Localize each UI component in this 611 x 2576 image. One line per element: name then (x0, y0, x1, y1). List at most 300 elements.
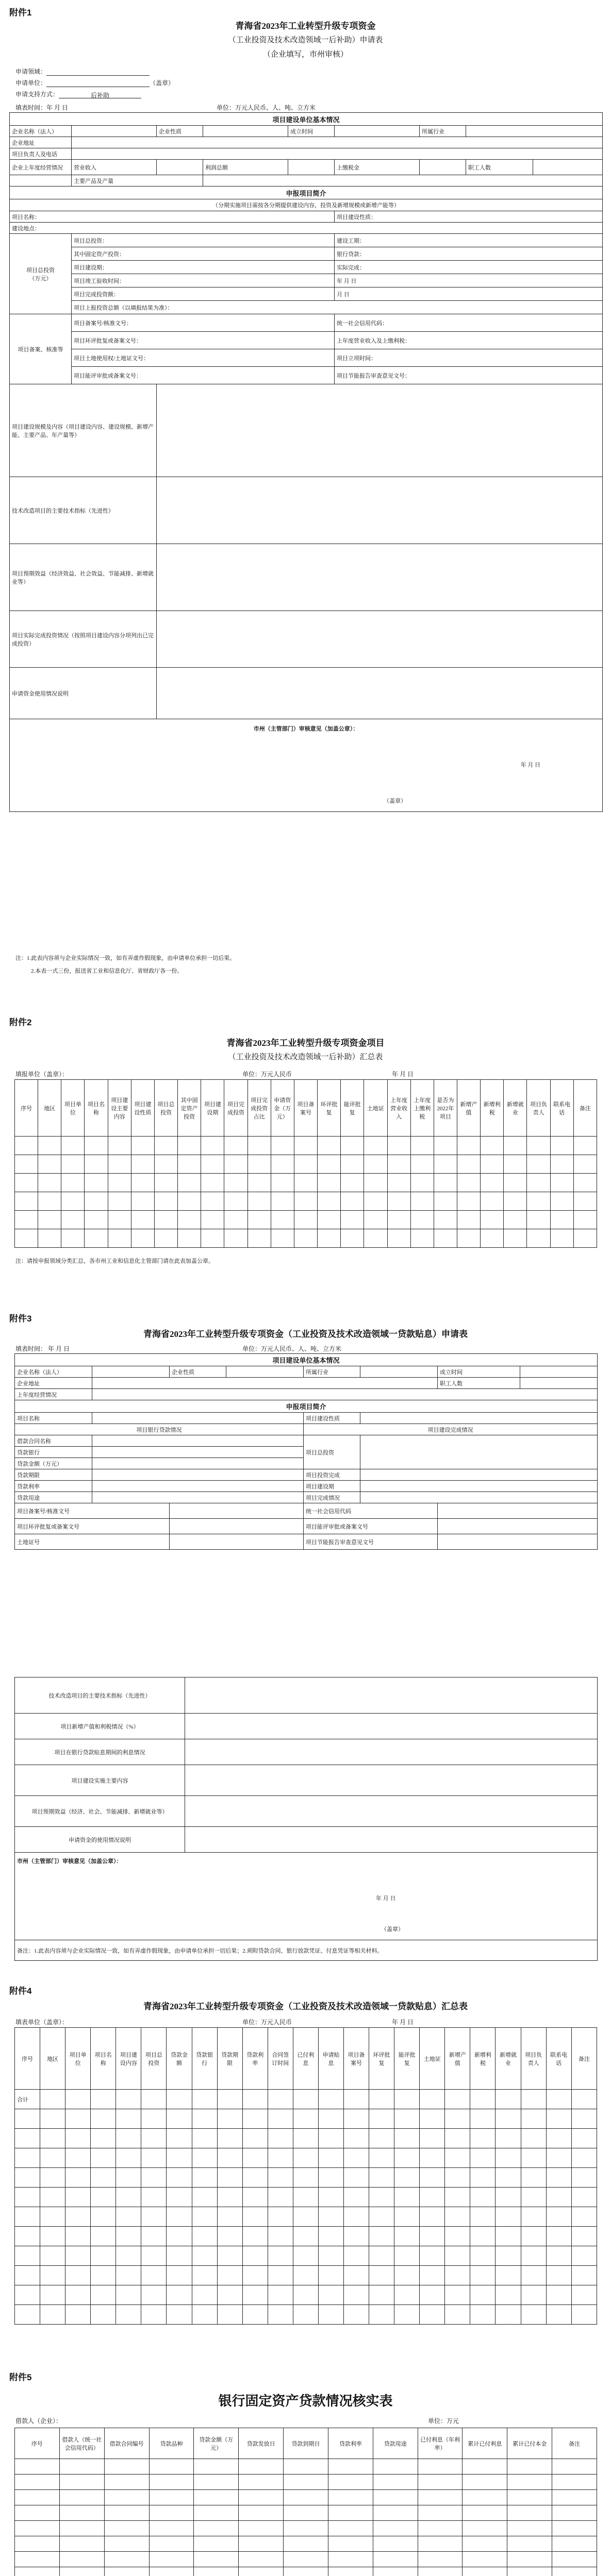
a4-cell[interactable] (369, 2266, 394, 2285)
a2-cell[interactable] (387, 1137, 410, 1155)
a4-cell[interactable] (40, 2266, 65, 2285)
a4-cell[interactable] (369, 2285, 394, 2305)
a4-cell[interactable] (91, 2266, 116, 2285)
a2-cell[interactable] (318, 1229, 341, 1248)
a4-cell[interactable] (470, 2188, 496, 2207)
a4-cell[interactable] (470, 2129, 496, 2148)
company-type-input[interactable] (203, 126, 288, 137)
a4-cell[interactable] (344, 2207, 369, 2227)
a4-cell[interactable] (167, 2285, 192, 2305)
a4-cell[interactable] (217, 2285, 242, 2305)
a5-cell[interactable] (194, 2567, 239, 2576)
a4-cell[interactable] (192, 2168, 217, 2188)
a4-cell[interactable] (521, 2148, 546, 2168)
a2-cell[interactable] (341, 1174, 364, 1192)
a5-cell[interactable] (149, 2536, 194, 2552)
a4-cell[interactable] (192, 2227, 217, 2246)
a5-cell[interactable] (239, 2475, 284, 2490)
a4-cell[interactable] (268, 2168, 293, 2188)
a4-cell[interactable] (521, 2168, 546, 2188)
a5-cell[interactable] (15, 2475, 60, 2490)
a4-cell[interactable] (217, 2109, 242, 2129)
a4-cell[interactable] (15, 2227, 40, 2246)
a4-cell[interactable] (242, 2168, 268, 2188)
a2-cell[interactable] (457, 1174, 480, 1192)
a4-cell[interactable] (91, 2148, 116, 2168)
a4-cell[interactable] (420, 2129, 445, 2148)
a3-period-input[interactable] (360, 1481, 598, 1492)
a5-cell[interactable] (149, 2521, 194, 2536)
a4-cell[interactable] (116, 2168, 141, 2188)
a5-cell[interactable] (507, 2505, 552, 2521)
a3-complete-input[interactable] (360, 1469, 598, 1481)
a5-cell[interactable] (149, 2490, 194, 2505)
a2-cell[interactable] (224, 1155, 247, 1174)
a4-cell[interactable] (217, 2188, 242, 2207)
a4-cell[interactable] (445, 2227, 470, 2246)
a2-cell[interactable] (108, 1174, 131, 1192)
a2-cell[interactable] (504, 1137, 527, 1155)
a4-cell[interactable] (141, 2285, 167, 2305)
a5-cell[interactable] (328, 2567, 373, 2576)
a4-cell[interactable] (141, 2148, 167, 2168)
a4-cell[interactable] (546, 2148, 571, 2168)
a5-cell[interactable] (552, 2552, 597, 2567)
a2-cell[interactable] (410, 1137, 434, 1155)
a2-cell[interactable] (15, 1192, 38, 1211)
a2-cell[interactable] (434, 1137, 457, 1155)
a5-cell[interactable] (15, 2521, 60, 2536)
a4-cell[interactable] (192, 2305, 217, 2325)
a2-cell[interactable] (573, 1192, 597, 1211)
a5-cell[interactable] (463, 2505, 507, 2521)
a4-cell[interactable] (546, 2246, 571, 2266)
a2-cell[interactable] (85, 1174, 108, 1192)
a5-cell[interactable] (194, 2521, 239, 2536)
a4-cell[interactable] (91, 2305, 116, 2325)
a4-cell[interactable] (420, 2227, 445, 2246)
a2-cell[interactable] (271, 1211, 294, 1229)
a4-cell[interactable] (293, 2148, 318, 2168)
a2-cell[interactable] (434, 1211, 457, 1229)
a4-cell[interactable] (445, 2266, 470, 2285)
a2-cell[interactable] (61, 1211, 85, 1229)
a4-cell[interactable] (318, 2188, 343, 2207)
a2-cell[interactable] (410, 1174, 434, 1192)
a4-cell[interactable] (394, 2285, 420, 2305)
a4-cell[interactable] (521, 2129, 546, 2148)
a2-cell[interactable] (434, 1174, 457, 1192)
a2-cell[interactable] (410, 1229, 434, 1248)
a2-cell[interactable] (504, 1155, 527, 1174)
a4-cell[interactable] (496, 2148, 521, 2168)
a4-cell[interactable] (65, 2246, 91, 2266)
a5-cell[interactable] (328, 2490, 373, 2505)
a4-cell[interactable] (571, 2148, 597, 2168)
a4-cell[interactable] (91, 2168, 116, 2188)
a5-cell[interactable] (373, 2505, 418, 2521)
a3-row-impl-input[interactable] (185, 1765, 598, 1796)
a5-cell[interactable] (507, 2475, 552, 2490)
a5-cell[interactable] (59, 2536, 104, 2552)
a4-cell[interactable] (293, 2207, 318, 2227)
a4-cell[interactable] (15, 2129, 40, 2148)
a4-cell[interactable] (268, 2188, 293, 2207)
a2-cell[interactable] (550, 1192, 573, 1211)
a4-cell[interactable] (167, 2188, 192, 2207)
a5-cell[interactable] (373, 2536, 418, 2552)
a2-cell[interactable] (131, 1174, 154, 1192)
a2-cell[interactable] (387, 1174, 410, 1192)
a4-cell[interactable] (394, 2266, 420, 2285)
a4-cell[interactable] (496, 2285, 521, 2305)
a2-cell[interactable] (154, 1211, 177, 1229)
a4-cell[interactable] (268, 2148, 293, 2168)
a3-nature-input[interactable] (360, 1413, 598, 1424)
a4-cell[interactable] (571, 2207, 597, 2227)
a5-cell[interactable] (15, 2505, 60, 2521)
a4-cell[interactable] (141, 2305, 167, 2325)
a4-cell[interactable] (167, 2148, 192, 2168)
a4-cell[interactable] (91, 2285, 116, 2305)
a5-cell[interactable] (463, 2490, 507, 2505)
a4-cell[interactable] (420, 2285, 445, 2305)
a2-cell[interactable] (131, 1229, 154, 1248)
a2-cell[interactable] (527, 1137, 550, 1155)
a5-cell[interactable] (149, 2505, 194, 2521)
a5-cell[interactable] (15, 2490, 60, 2505)
a2-cell[interactable] (527, 1229, 550, 1248)
a2-cell[interactable] (178, 1174, 201, 1192)
a2-cell[interactable] (527, 1155, 550, 1174)
a4-cell[interactable] (15, 2285, 40, 2305)
a4-cell[interactable] (470, 2285, 496, 2305)
a3-approval-5-input[interactable] (170, 1534, 304, 1550)
a5-cell[interactable] (552, 2536, 597, 2552)
a5-cell[interactable] (104, 2521, 149, 2536)
a4-cell[interactable] (470, 2168, 496, 2188)
a5-cell[interactable] (463, 2536, 507, 2552)
a4-cell[interactable] (65, 2090, 91, 2109)
a4-cell[interactable] (65, 2207, 91, 2227)
a4-cell[interactable] (420, 2148, 445, 2168)
a4-cell[interactable] (167, 2109, 192, 2129)
a4-cell[interactable] (141, 2129, 167, 2148)
a4-cell[interactable] (318, 2090, 343, 2109)
a4-cell[interactable] (167, 2246, 192, 2266)
a4-cell[interactable] (65, 2188, 91, 2207)
a5-cell[interactable] (507, 2552, 552, 2567)
a5-cell[interactable] (418, 2536, 463, 2552)
a2-cell[interactable] (131, 1137, 154, 1155)
a4-cell[interactable] (394, 2246, 420, 2266)
a4-cell[interactable] (40, 2305, 65, 2325)
a4-cell[interactable] (445, 2246, 470, 2266)
a4-cell[interactable] (268, 2090, 293, 2109)
a5-cell[interactable] (418, 2490, 463, 2505)
a4-cell[interactable] (167, 2305, 192, 2325)
a4-cell[interactable] (571, 2129, 597, 2148)
a3-status-input[interactable] (360, 1492, 598, 1503)
a2-cell[interactable] (224, 1229, 247, 1248)
a2-cell[interactable] (38, 1192, 61, 1211)
a4-cell[interactable] (242, 2148, 268, 2168)
a5-cell[interactable] (418, 2521, 463, 2536)
a4-cell[interactable] (394, 2129, 420, 2148)
a5-cell[interactable] (239, 2552, 284, 2567)
a2-cell[interactable] (294, 1211, 317, 1229)
a2-cell[interactable] (85, 1155, 108, 1174)
a5-cell[interactable] (239, 2521, 284, 2536)
a4-cell[interactable] (242, 2285, 268, 2305)
a4-cell[interactable] (242, 2246, 268, 2266)
a4-cell[interactable] (40, 2188, 65, 2207)
a4-cell[interactable] (91, 2188, 116, 2207)
a4-cell[interactable] (470, 2266, 496, 2285)
a2-cell[interactable] (481, 1229, 504, 1248)
a5-cell[interactable] (194, 2505, 239, 2521)
a4-cell[interactable] (242, 2090, 268, 2109)
a4-cell[interactable] (15, 2207, 40, 2227)
a4-cell[interactable] (445, 2207, 470, 2227)
a3-approval-6-input[interactable] (438, 1534, 598, 1550)
a2-cell[interactable] (61, 1229, 85, 1248)
a2-cell[interactable] (61, 1174, 85, 1192)
a2-cell[interactable] (85, 1229, 108, 1248)
a2-cell[interactable] (318, 1155, 341, 1174)
a4-cell[interactable] (496, 2266, 521, 2285)
a2-cell[interactable] (271, 1174, 294, 1192)
a2-cell[interactable] (457, 1211, 480, 1229)
a4-cell[interactable] (192, 2188, 217, 2207)
a4-cell[interactable] (546, 2168, 571, 2188)
a5-cell[interactable] (373, 2552, 418, 2567)
a2-cell[interactable] (481, 1155, 504, 1174)
a5-cell[interactable] (149, 2552, 194, 2567)
a2-cell[interactable] (573, 1174, 597, 1192)
a2-cell[interactable] (504, 1211, 527, 1229)
products-input[interactable] (203, 175, 603, 187)
a4-cell[interactable] (344, 2090, 369, 2109)
a4-cell[interactable] (15, 2266, 40, 2285)
a4-cell[interactable] (496, 2188, 521, 2207)
a4-cell[interactable] (167, 2090, 192, 2109)
a4-cell[interactable] (116, 2090, 141, 2109)
a4-cell[interactable] (318, 2266, 343, 2285)
a4-cell[interactable] (470, 2305, 496, 2325)
a2-cell[interactable] (318, 1211, 341, 1229)
a4-cell[interactable] (141, 2188, 167, 2207)
a2-cell[interactable] (341, 1137, 364, 1155)
a4-cell[interactable] (369, 2305, 394, 2325)
a2-cell[interactable] (410, 1211, 434, 1229)
a5-cell[interactable] (59, 2552, 104, 2567)
a5-cell[interactable] (463, 2552, 507, 2567)
a2-cell[interactable] (224, 1174, 247, 1192)
a2-cell[interactable] (504, 1174, 527, 1192)
a4-cell[interactable] (268, 2109, 293, 2129)
a2-cell[interactable] (38, 1211, 61, 1229)
a4-cell[interactable] (293, 2168, 318, 2188)
a4-cell[interactable] (496, 2207, 521, 2227)
a4-cell[interactable] (445, 2305, 470, 2325)
a4-cell[interactable] (394, 2227, 420, 2246)
a2-cell[interactable] (15, 1137, 38, 1155)
a4-cell[interactable] (217, 2148, 242, 2168)
a5-cell[interactable] (328, 2552, 373, 2567)
a2-cell[interactable] (550, 1229, 573, 1248)
a4-cell[interactable] (318, 2207, 343, 2227)
a2-cell[interactable] (108, 1229, 131, 1248)
a4-cell[interactable] (141, 2207, 167, 2227)
a4-cell[interactable] (496, 2246, 521, 2266)
a4-cell[interactable] (91, 2227, 116, 2246)
a5-cell[interactable] (149, 2459, 194, 2475)
a5-cell[interactable] (59, 2567, 104, 2576)
a2-cell[interactable] (504, 1192, 527, 1211)
a4-cell[interactable] (369, 2168, 394, 2188)
a5-cell[interactable] (284, 2490, 328, 2505)
a4-cell[interactable] (242, 2207, 268, 2227)
a4-cell[interactable] (470, 2227, 496, 2246)
a5-cell[interactable] (194, 2459, 239, 2475)
a4-cell[interactable] (65, 2109, 91, 2129)
a4-cell[interactable] (344, 2246, 369, 2266)
a5-cell[interactable] (284, 2552, 328, 2567)
a5-cell[interactable] (284, 2475, 328, 2490)
a5-cell[interactable] (239, 2567, 284, 2576)
a5-cell[interactable] (15, 2536, 60, 2552)
a4-cell[interactable] (116, 2227, 141, 2246)
a3-type-input[interactable] (226, 1366, 304, 1378)
a4-cell[interactable] (571, 2246, 597, 2266)
a5-cell[interactable] (373, 2475, 418, 2490)
a4-cell[interactable] (65, 2129, 91, 2148)
a4-cell[interactable] (344, 2109, 369, 2129)
a3-approval-4-input[interactable] (438, 1519, 598, 1534)
a2-cell[interactable] (550, 1155, 573, 1174)
a5-cell[interactable] (194, 2552, 239, 2567)
a5-cell[interactable] (239, 2536, 284, 2552)
a2-cell[interactable] (224, 1137, 247, 1155)
a5-cell[interactable] (194, 2490, 239, 2505)
a4-cell[interactable] (268, 2246, 293, 2266)
a2-cell[interactable] (131, 1211, 154, 1229)
a5-cell[interactable] (104, 2536, 149, 2552)
a4-cell[interactable] (571, 2188, 597, 2207)
a4-cell[interactable] (293, 2129, 318, 2148)
a4-cell[interactable] (116, 2188, 141, 2207)
a4-cell[interactable] (344, 2305, 369, 2325)
a2-cell[interactable] (247, 1192, 271, 1211)
a2-cell[interactable] (154, 1155, 177, 1174)
a5-cell[interactable] (552, 2567, 597, 2576)
a2-cell[interactable] (550, 1137, 573, 1155)
a5-cell[interactable] (373, 2521, 418, 2536)
a2-cell[interactable] (364, 1155, 387, 1174)
a4-cell[interactable] (40, 2168, 65, 2188)
a4-cell[interactable] (344, 2266, 369, 2285)
a2-cell[interactable] (224, 1192, 247, 1211)
a4-cell[interactable] (65, 2168, 91, 2188)
a2-cell[interactable] (154, 1174, 177, 1192)
a4-cell[interactable] (65, 2266, 91, 2285)
a4-cell[interactable] (242, 2109, 268, 2129)
a5-cell[interactable] (328, 2505, 373, 2521)
a5-cell[interactable] (552, 2505, 597, 2521)
a2-cell[interactable] (61, 1137, 85, 1155)
a3-address-input[interactable] (92, 1378, 438, 1389)
a2-cell[interactable] (247, 1155, 271, 1174)
tax-input[interactable] (420, 160, 466, 175)
a4-cell[interactable] (40, 2285, 65, 2305)
a4-cell[interactable] (420, 2090, 445, 2109)
a2-cell[interactable] (550, 1211, 573, 1229)
a4-cell[interactable] (217, 2227, 242, 2246)
a5-cell[interactable] (373, 2567, 418, 2576)
a5-cell[interactable] (104, 2490, 149, 2505)
a2-cell[interactable] (201, 1229, 224, 1248)
a2-cell[interactable] (364, 1229, 387, 1248)
a4-cell[interactable] (496, 2109, 521, 2129)
a4-cell[interactable] (192, 2266, 217, 2285)
a2-cell[interactable] (15, 1155, 38, 1174)
a2-cell[interactable] (481, 1137, 504, 1155)
a4-cell[interactable] (470, 2090, 496, 2109)
a4-cell[interactable] (40, 2148, 65, 2168)
a2-cell[interactable] (573, 1155, 597, 1174)
a2-cell[interactable] (108, 1155, 131, 1174)
a4-cell[interactable] (15, 2305, 40, 2325)
a2-cell[interactable] (201, 1137, 224, 1155)
a3-industry-input[interactable] (360, 1366, 438, 1378)
a4-cell[interactable] (91, 2246, 116, 2266)
a5-cell[interactable] (463, 2475, 507, 2490)
a2-cell[interactable] (85, 1211, 108, 1229)
a4-cell[interactable] (65, 2227, 91, 2246)
a4-cell[interactable] (268, 2266, 293, 2285)
a4-cell[interactable] (141, 2090, 167, 2109)
profit-input[interactable] (288, 160, 335, 175)
a4-cell[interactable] (521, 2227, 546, 2246)
a2-cell[interactable] (364, 1192, 387, 1211)
a4-cell[interactable] (546, 2129, 571, 2148)
a4-cell[interactable] (470, 2148, 496, 2168)
a2-cell[interactable] (247, 1229, 271, 1248)
a2-cell[interactable] (178, 1211, 201, 1229)
a3-approval-2-input[interactable] (438, 1503, 598, 1519)
a4-cell[interactable] (318, 2109, 343, 2129)
a4-cell[interactable] (15, 2246, 40, 2266)
a2-cell[interactable] (108, 1137, 131, 1155)
a4-cell[interactable] (394, 2207, 420, 2227)
industry-input[interactable] (466, 126, 603, 137)
a4-cell[interactable] (141, 2168, 167, 2188)
a4-cell[interactable] (496, 2305, 521, 2325)
a5-cell[interactable] (104, 2459, 149, 2475)
a4-cell[interactable] (571, 2090, 597, 2109)
a2-cell[interactable] (178, 1137, 201, 1155)
a4-cell[interactable] (167, 2129, 192, 2148)
a2-cell[interactable] (154, 1137, 177, 1155)
a4-cell[interactable] (40, 2207, 65, 2227)
a4-cell[interactable] (116, 2207, 141, 2227)
a2-cell[interactable] (573, 1137, 597, 1155)
a4-cell[interactable] (318, 2246, 343, 2266)
a5-cell[interactable] (59, 2505, 104, 2521)
a2-cell[interactable] (131, 1192, 154, 1211)
a2-cell[interactable] (457, 1192, 480, 1211)
